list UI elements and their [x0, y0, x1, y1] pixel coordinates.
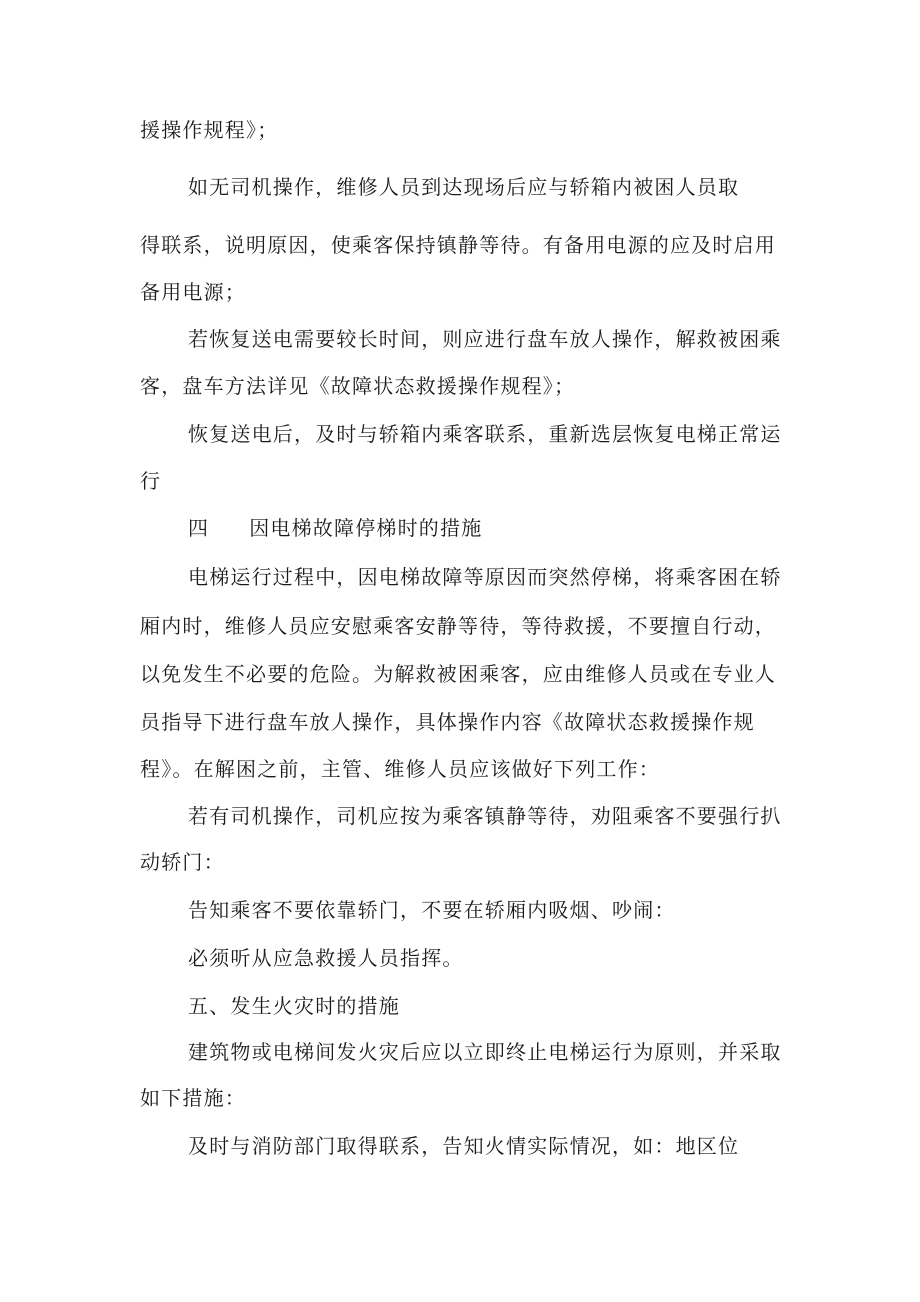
text-line: 得联系，说明原因，使乘客保持镇静等待。有备用电源的应及时启用	[140, 233, 776, 257]
text-line: 厢内时，维修人员应安慰乘客安静等待，等待救援，不要擅自行动，	[140, 614, 776, 638]
section-heading-4	[188, 516, 482, 540]
text-line: 若恢复送电需要较长时间，则应进行盘车放人操作，解救被困乘	[188, 327, 782, 351]
text-line: 必须听从应急救援人员指挥。	[188, 946, 464, 970]
text-line: 行	[140, 469, 162, 493]
section-number: 四	[188, 516, 210, 540]
text-line: 员指导下进行盘车放人操作，具体操作内容《故障状态救援操作规	[140, 710, 755, 734]
text-line: 建筑物或电梯间发火灾后应以立即终止电梯运行为原则，并采取	[188, 1040, 782, 1064]
text-line: 客，盘车方法详见《故障状态救援操作规程》；	[140, 374, 576, 398]
text-line: 若有司机操作，司机应按为乘客镇静等待，劝阻乘客不要强行扒	[188, 804, 782, 828]
text-line: 及时与消防部门取得联系，告知火情实际情况，如：地区位	[188, 1134, 740, 1158]
text-line: 援操作规程》；	[140, 118, 279, 142]
text-line: 电梯运行过程中，因电梯故障等原因而突然停梯，将乘客困在轿	[188, 565, 782, 589]
text-line: 动轿门：	[140, 850, 225, 874]
section-title: 因电梯故障停梯时的措施	[249, 516, 483, 540]
text-line: 如无司机操作，维修人员到达现场后应与轿箱内被困人员取	[188, 175, 740, 199]
section-heading-5: 五、发生火灾时的措施	[188, 994, 400, 1018]
text-line: 告知乘客不要依靠轿门，不要在轿厢内吸烟、吵闹：	[188, 898, 676, 922]
text-line: 恢复送电后，及时与轿箱内乘客联系，重新选层恢复电梯正常运	[188, 422, 782, 446]
text-line: 以免发生不必要的危险。为解救被困乘客，应由维修人员或在专业人	[140, 662, 776, 686]
text-line: 程》。在解困之前，主管、维修人员应该做好下列工作：	[140, 757, 660, 781]
text-line: 备用电源；	[140, 280, 246, 304]
text-line: 如下措施：	[140, 1086, 246, 1110]
